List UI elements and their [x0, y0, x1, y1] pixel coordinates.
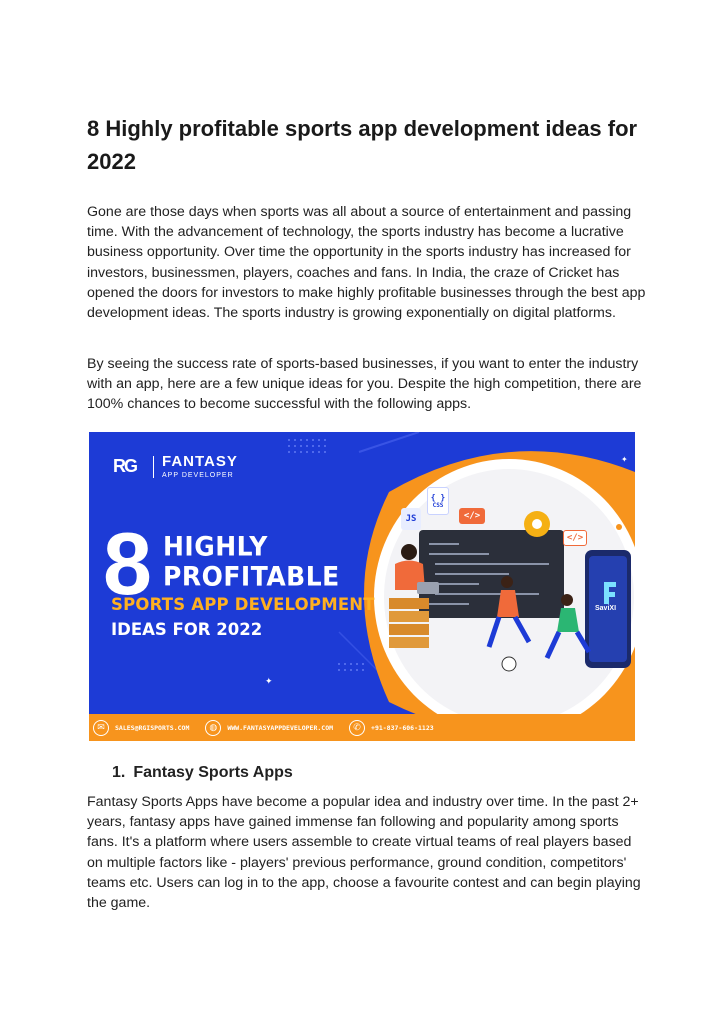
- brand-mark: RG: [113, 456, 136, 476]
- brand-logo: [113, 454, 238, 479]
- banner-headline-line4: IDEAS FOR 2022: [111, 620, 263, 639]
- banner-headline-line2: PROFITABLE: [163, 561, 340, 592]
- banner-contact-bar: [89, 714, 635, 741]
- svg-text:✦: ✦: [265, 676, 273, 686]
- article-banner-image: [89, 432, 635, 741]
- brand-subtitle: APP DEVELOPER: [162, 472, 234, 479]
- brand-divider: [153, 456, 154, 478]
- code-tag-secondary: </>: [563, 530, 587, 546]
- phone-icon: ✆: [349, 720, 365, 736]
- contact-email: SALES@RGISPORTS.COM: [115, 723, 190, 732]
- section-title: Fantasy Sports Apps: [133, 764, 293, 781]
- css-tag: [427, 487, 449, 515]
- banner-headline-line3: SPORTS APP DEVELOPMENT: [111, 595, 375, 614]
- mail-icon: ✉: [93, 720, 109, 736]
- brand-text: [162, 454, 238, 479]
- phone-app-label: SaviXI: [595, 605, 617, 612]
- page-title: 8 Highly profitable sports app development ideas for 2022: [87, 116, 638, 174]
- code-tag: </>: [459, 508, 485, 524]
- big-number: 8: [103, 514, 152, 613]
- banner-headline-line1: HIGHLY: [163, 531, 268, 562]
- intro-paragraph: Gone are those days when sports was all about a source of entertainment and passing time. With the advancement of technology, the sports industry has become a lucrative business opportunity. Over time the opportunity in the sports industry has increased for investors, businessmen, players, coaches and fans. In India, the craze of Cricket has opened the doors for investors to make highly profitable businesses through the best app development ideas. The sports industry is growing exponentially on digital platforms.: [87, 204, 646, 322]
- css-tag-braces: { }: [430, 493, 446, 502]
- second-paragraph: By seeing the success rate of sports-based businesses, if you want to enter the industry with an app, here are a few unique ideas for you. Despite the high competition, there are 100% chances to become successful with the following apps.: [87, 356, 642, 413]
- globe-icon: ◍: [205, 720, 221, 736]
- contact-website: WWW.FANTASYAPPDEVELOPER.COM: [227, 723, 334, 732]
- brand-name: FANTASY: [162, 453, 238, 470]
- js-tag: JS: [401, 508, 421, 530]
- fantasy-sports-paragraph: Fantasy Sports Apps have become a popular idea and industry over time. In the past 2+ years, fantasy apps have gained immense fan following and popularity among sports fans. It's a platform where users assemble to create virtual teams of real players based on multiple factors like - players' previous performance, ground condition, competitors' teams etc. Users can log in to the app, choose a favourite contest and can begin playing the game.: [87, 794, 641, 912]
- section-heading-fantasy-sports: [112, 764, 293, 782]
- css-tag-label: CSS: [432, 502, 444, 509]
- section-number: 1.: [112, 764, 126, 781]
- contact-phone: +91-837-606-1123: [371, 723, 434, 732]
- svg-text:✦: ✦: [621, 455, 628, 464]
